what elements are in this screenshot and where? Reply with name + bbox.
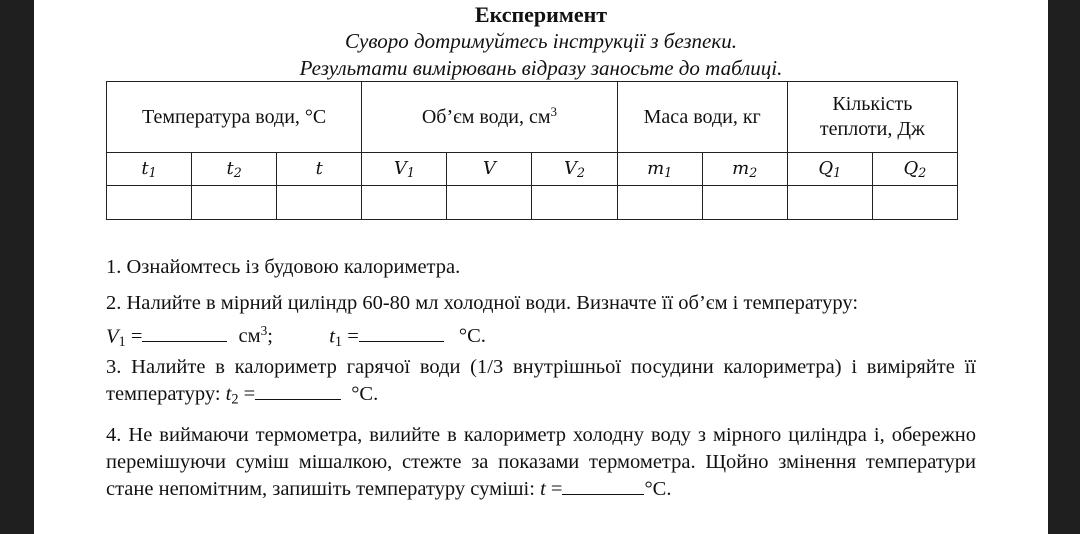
header-volume-label: Об’єм води, см	[421, 106, 551, 129]
header-volume	[362, 82, 617, 153]
step-4: 4. Не виймаючи термометра, вилийте в калориметр холодну воду з мірного циліндра і, обережно перемішуючи суміш мішалкою, стежте за показами термометра. Щойно змінення температури стане непомітним, запишіть температуру суміші: t = °С.	[106, 424, 976, 500]
step-1: 1. Ознайомтесь із будовою калориметра.	[106, 256, 461, 278]
mixture-temperature-blank[interactable]	[562, 493, 644, 495]
empty-cell[interactable]	[277, 186, 362, 220]
empty-cell[interactable]	[447, 186, 532, 220]
volume-blank[interactable]	[142, 340, 227, 342]
step-2-fields: $V_1 = см^3$; $t_1 = ^\circ С$.	[106, 323, 486, 350]
results-table	[106, 81, 958, 220]
header-temperature: Температура води, °С	[107, 82, 362, 153]
empty-cell[interactable]	[617, 186, 702, 220]
safety-instruction: Суворо дотримуйтесь інструкції з безпеки.	[345, 29, 737, 53]
var-cell: $t_1$	[107, 153, 192, 186]
empty-cell[interactable]	[192, 186, 277, 220]
empty-cell[interactable]	[107, 186, 192, 220]
empty-cell[interactable]	[532, 186, 617, 220]
empty-cell[interactable]	[362, 186, 447, 220]
temperature-2-blank[interactable]	[255, 398, 341, 400]
volume-symbol: V	[106, 325, 119, 348]
temperature-symbol: t	[329, 325, 335, 348]
header-mass: Маса води, кг	[617, 82, 787, 153]
document-page	[34, 0, 1048, 534]
results-instruction: Результати вимірювань відразу заносьте до таблиці.	[299, 56, 783, 80]
empty-cell[interactable]	[787, 186, 872, 220]
var-cell: V	[447, 153, 532, 186]
empty-cell[interactable]	[872, 186, 957, 220]
var-cell: $V_1$	[362, 153, 447, 186]
var-cell: $t_2$	[192, 153, 277, 186]
temperature-1-blank[interactable]	[359, 340, 444, 342]
empty-cell[interactable]	[702, 186, 787, 220]
temperature-2-symbol: t	[225, 383, 232, 405]
var-cell: t	[277, 153, 362, 186]
page-title: Експеримент	[474, 2, 608, 27]
step-3: 3. Налийте в калориметр гарячої води (1/3 внутрішньої посудини калориметра) і виміряйте її температуру: $t_2 = ^\circ С$.	[106, 356, 976, 408]
var-cell: $V_2$	[532, 153, 617, 186]
table-header-row	[107, 82, 958, 153]
var-cell: $m_2$	[702, 153, 787, 186]
step-2-text: 2. Налийте в мірний циліндр 60-80 мл холодної води. Визначте її об’єм і температуру:	[106, 292, 859, 314]
header-volume-sup: 3	[550, 103, 557, 119]
header-heat: Кількість теплоти, Дж	[787, 82, 957, 153]
table-empty-row	[107, 186, 958, 220]
volume-unit: см	[238, 325, 261, 348]
var-cell: $Q_2$	[872, 153, 957, 186]
var-cell: $Q_1$	[787, 153, 872, 186]
mixture-temperature-symbol: t	[540, 478, 546, 500]
table-variables-row	[107, 153, 958, 186]
temperature-unit: °С.	[458, 325, 486, 348]
step-2	[106, 290, 976, 356]
var-cell: $m_1$	[617, 153, 702, 186]
